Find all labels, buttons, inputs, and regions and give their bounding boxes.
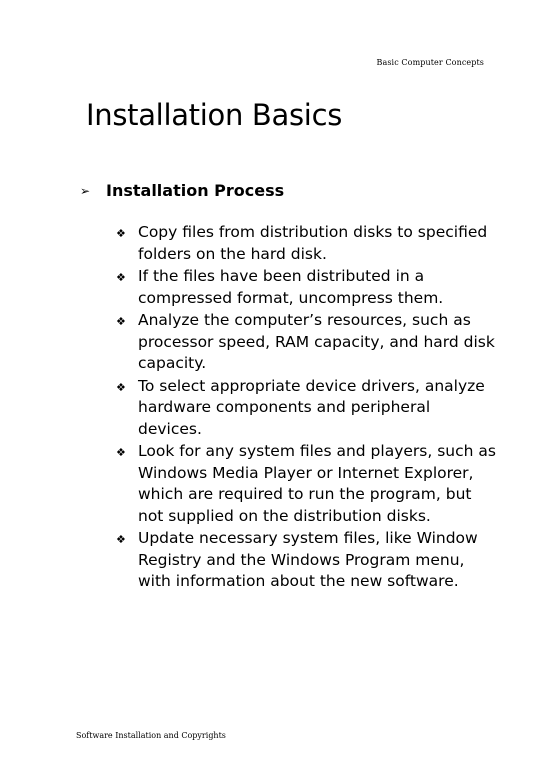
list-item-text: Analyze the computer’s resources, such as processor speed, RAM capacity, and hard disk capacity. <box>138 311 495 372</box>
list-item-text: Copy files from distribution disks to specified folders on the hard disk. <box>138 223 488 263</box>
list-item <box>116 441 498 527</box>
list-item-text: Look for any system files and players, such as Windows Media Player or Internet Explorer, which are required to run the program, but not supplied on the distribution disks. <box>138 442 496 525</box>
diamond-bullet-icon: ❖ <box>116 446 126 459</box>
diamond-bullet-icon: ❖ <box>116 271 126 284</box>
list-item <box>116 222 498 265</box>
section-heading: Installation Process <box>106 181 285 200</box>
page-header: Basic Computer Concepts <box>376 58 484 67</box>
list-item-text: To select appropriate device drivers, analyze hardware components and peripheral devices. <box>138 376 485 438</box>
diamond-bullet-icon: ❖ <box>116 380 126 394</box>
arrowhead-bullet-icon: ➢ <box>80 184 91 198</box>
page-footer: Software Installation and Copyrights <box>76 731 226 740</box>
list-item <box>116 310 498 375</box>
page-title: Installation Basics <box>86 98 343 132</box>
diamond-bullet-icon: ❖ <box>116 315 126 328</box>
list-item-text: If the files have been distributed in a compressed format, uncompress them. <box>138 267 444 307</box>
installation-steps-list <box>116 222 498 594</box>
diamond-bullet-icon: ❖ <box>116 533 126 546</box>
list-item <box>116 376 498 441</box>
diamond-bullet-icon: ❖ <box>116 227 126 240</box>
list-item <box>116 528 498 593</box>
list-item-text: Update necessary system files, like Window Registry and the Windows Program menu, with information about the new software. <box>138 529 478 590</box>
list-item <box>116 266 498 309</box>
